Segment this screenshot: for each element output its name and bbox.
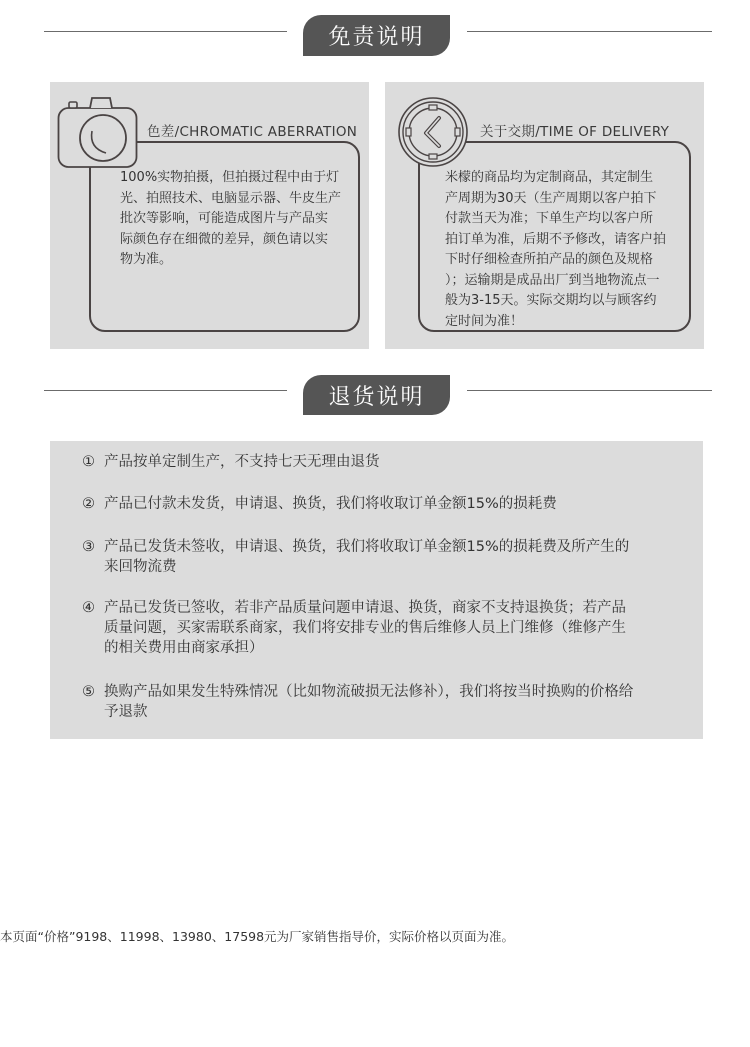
delivery-body (445, 168, 685, 332)
divider-line-right (467, 31, 712, 32)
item-text: 产品已付款未发货，申请退、换货，我们将收取订单金额15%的损耗费 (104, 496, 557, 512)
delivery-line: 付款当天为准；下单生产均以客户所 (445, 211, 654, 226)
chromatic-body (120, 168, 350, 271)
chromatic-aberration-panel (50, 82, 369, 349)
item-text: 产品按单定制生产，不支持七天无理由退货 (104, 454, 380, 470)
section-title-disclaimer (303, 15, 450, 56)
divider-line-right (467, 390, 712, 391)
delivery-line: 产周期为30天（生产周期以客户拍下 (445, 190, 657, 206)
item-number: ④ (82, 600, 95, 616)
divider-line-left (44, 390, 287, 391)
delivery-line: 般为3-15天。实际交期均以与顾客约 (445, 293, 657, 308)
chromatic-line: 物为准。 (120, 252, 173, 267)
item-text: 产品已发货未签收，申请退、换货，我们将收取订单金额15%的损耗费及所产生的来回物流费 (104, 539, 630, 575)
delivery-line: 米檬的商品均为定制商品，其定制生 (445, 170, 654, 185)
section-title-returns (303, 375, 450, 415)
item-number: ③ (82, 539, 95, 555)
delivery-title: 关于交期/TIME OF DELIVERY (480, 124, 670, 140)
divider-line-left (44, 31, 287, 32)
item-text: 换购产品如果发生特殊情况（比如物流破损无法修补），我们将按当时换购的价格给予退款 (104, 684, 634, 720)
chromatic-title: 色差/CHROMATIC ABERRATION (147, 124, 358, 140)
item-text: 产品已发货已签收，若非产品质量问题申请退、换货，商家不支持退换货；若产品质量问题，买家需联系商家，我们将安排专业的售后维修人员上门维修（维修产生的相关费用由商家承担） (104, 600, 626, 656)
chromatic-line: 100%实物拍摄，但拍摄过程中由于灯 (120, 170, 340, 185)
item-number: ② (82, 496, 95, 512)
delivery-line: 下时仔细检查所拍产品的颜色及规格 (445, 252, 654, 267)
delivery-line: 拍订单为准，后期不予修改，请客户拍 (445, 231, 667, 247)
delivery-line: ）；运输期是成品出厂到当地物流点一 (445, 272, 660, 288)
chromatic-line: 际颜色存在细微的差异，颜色请以实 (120, 231, 329, 247)
delivery-line: 定时间为准！ (445, 313, 524, 329)
return-item (82, 494, 634, 514)
clock-icon (397, 96, 469, 168)
item-number: ⑤ (82, 684, 95, 700)
return-item (82, 682, 634, 722)
section-title-returns-label: 退货说明 (328, 384, 425, 410)
item-number: ① (82, 454, 95, 470)
camera-icon (57, 95, 145, 169)
delivery-time-panel (385, 82, 704, 349)
chromatic-line: 批次等影响，可能造成图片与产品实 (120, 211, 329, 226)
return-item (82, 598, 634, 658)
section-title-disclaimer-label: 免责说明 (328, 25, 425, 50)
price-disclaimer-note: 本页面“价格”9198、11998、13980、17598元为厂家销售指导价，实际价格以页面为准。 (0, 929, 515, 944)
return-item (82, 452, 634, 472)
return-item (82, 537, 634, 577)
chromatic-line: 光、拍照技术、电脑显示器、牛皮生产 (120, 190, 342, 206)
